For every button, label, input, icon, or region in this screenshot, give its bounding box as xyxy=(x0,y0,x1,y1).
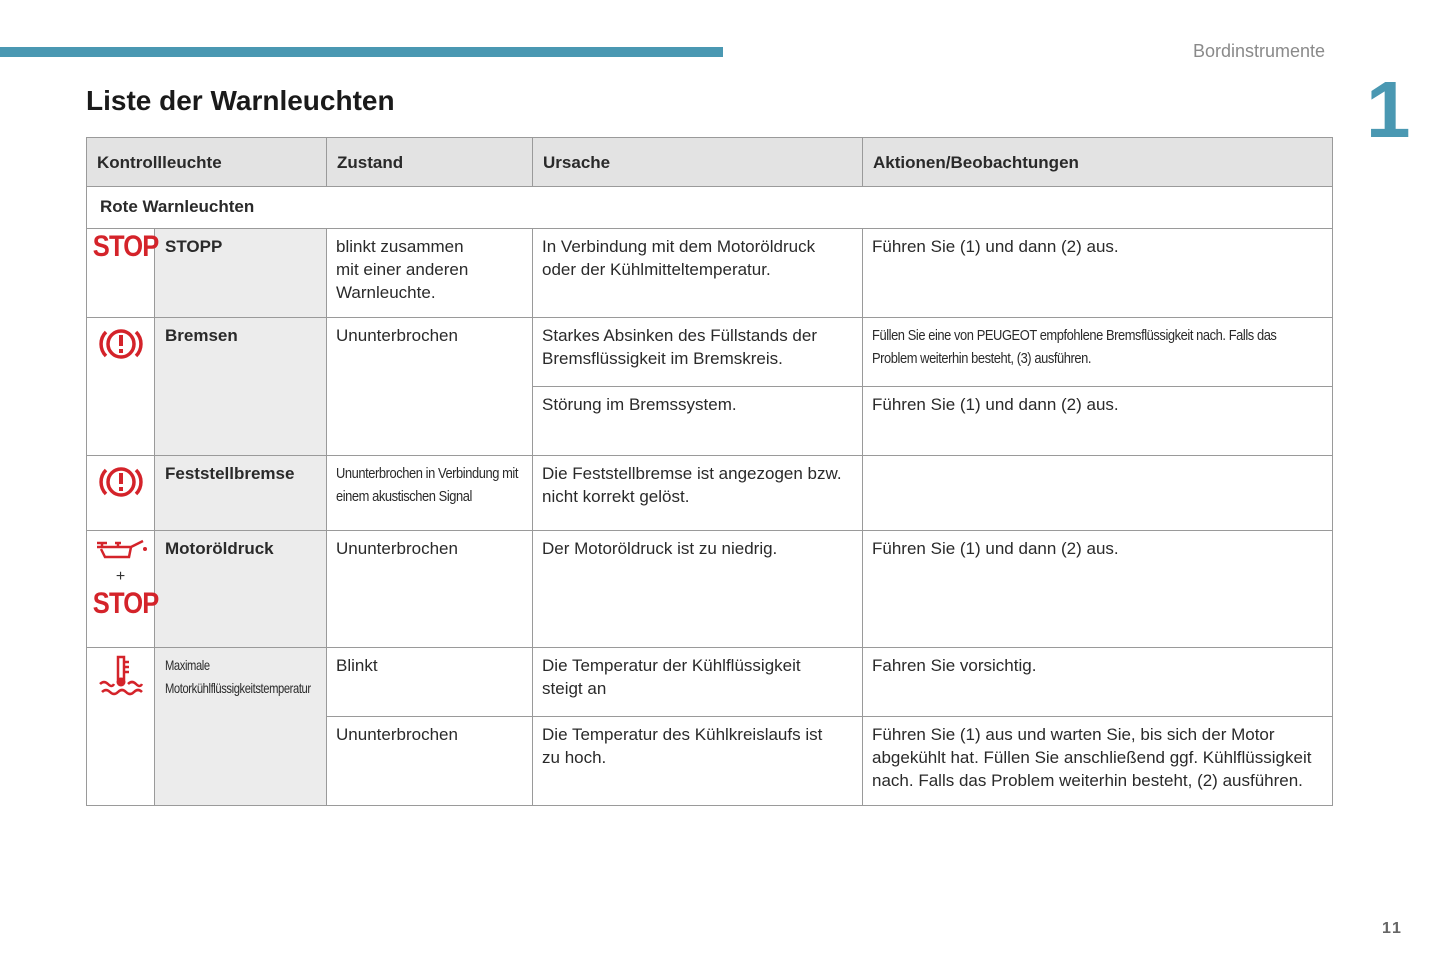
action-cell: Führen Sie (1) und dann (2) aus. xyxy=(863,229,1333,318)
indicator-name: Bremsen xyxy=(155,318,327,456)
action-cell: Fahren Sie vorsichtig. xyxy=(863,648,1333,717)
oil-pressure-icon xyxy=(93,537,149,561)
indicator-name: Motoröldruck xyxy=(155,531,327,648)
indicator-name: STOPP xyxy=(155,229,327,318)
action-cell: Führen Sie (1) aus und warten Sie, bis sich der Motor abgekühlt hat. Füllen Sie anschließend ggf. Kühlflüssigkeit nach. Falls das Problem weiterhin besteht, (2) ausführen. xyxy=(863,717,1333,806)
action-cell xyxy=(863,456,1333,531)
icon-cell xyxy=(87,648,155,806)
cause-cell xyxy=(533,456,863,531)
column-header-state: Zustand xyxy=(327,138,533,187)
state-text: blinkt zusammen mit einer anderen Warnleuchte. xyxy=(336,237,469,302)
action-text: Füllen Sie eine von PEUGEOT empfohlene Bremsflüssigkeit nach. Falls das Problem weiterhin besteht, (3) ausführen. xyxy=(872,327,1277,367)
parking-brake-icon xyxy=(96,462,146,502)
table-row xyxy=(87,456,1333,531)
group-title: Rote Warnleuchten xyxy=(87,187,1333,229)
icon-cell xyxy=(87,531,159,648)
action-cell: Führen Sie (1) und dann (2) aus. xyxy=(863,531,1333,648)
state-cell xyxy=(327,229,533,318)
column-header-action: Aktionen/Beobachtungen xyxy=(863,138,1333,187)
cause-text: Die Temperatur der Kühlflüssigkeit steigt an xyxy=(542,656,801,698)
table-row xyxy=(87,648,1333,717)
state-cell xyxy=(327,456,533,531)
page-title: Liste der Warnleuchten xyxy=(86,85,395,116)
indicator-name: Feststellbremse xyxy=(155,456,327,531)
cause-cell: Störung im Bremssystem. xyxy=(533,387,863,456)
cause-cell xyxy=(533,717,863,806)
table-header-row xyxy=(87,138,1333,187)
brake-warning-icon xyxy=(96,324,146,364)
header-accent-bar xyxy=(0,47,723,57)
icon-cell xyxy=(87,456,155,531)
table-row xyxy=(87,318,1333,387)
plus-sign: + xyxy=(115,568,126,585)
state-cell: Ununterbrochen xyxy=(327,717,533,806)
state-cell: Ununterbrochen xyxy=(327,318,533,456)
cause-cell xyxy=(533,229,863,318)
column-header-indicator: Kontrollleuchte xyxy=(87,138,327,187)
table-row xyxy=(87,531,1333,648)
cause-text: Starkes Absinken des Füllstands der Bremsflüssigkeit im Bremskreis. xyxy=(542,326,817,368)
action-cell: Führen Sie (1) und dann (2) aus. xyxy=(863,387,1333,456)
stop-icon: STOP xyxy=(92,230,159,263)
stop-icon: STOP xyxy=(92,587,159,620)
column-header-cause: Ursache xyxy=(533,138,863,187)
group-row xyxy=(87,187,1333,229)
icon-cell xyxy=(87,229,159,318)
cause-cell: Der Motoröldruck ist zu niedrig. xyxy=(533,531,863,648)
action-cell xyxy=(863,318,1333,387)
indicator-name-text: Maximale Motorkühlflüssigkeitstemperatur xyxy=(165,657,311,696)
state-text: Ununterbrochen in Verbindung mit einem akustischen Signal xyxy=(336,465,519,505)
state-cell: Blinkt xyxy=(327,648,533,717)
cause-text: Die Temperatur des Kühlkreislaufs ist zu hoch. xyxy=(542,725,823,767)
chapter-number: 1 xyxy=(1366,65,1411,154)
cause-cell xyxy=(533,318,863,387)
state-cell: Ununterbrochen xyxy=(327,531,533,648)
cause-text: Die Feststellbremse ist angezogen bzw. nicht korrekt gelöst. xyxy=(542,464,842,506)
indicator-name xyxy=(155,648,327,806)
table-row xyxy=(87,229,1333,318)
section-label: Bordinstrumente xyxy=(1193,41,1326,61)
warning-lights-table xyxy=(86,137,1333,806)
page-number: 11 xyxy=(1382,920,1403,937)
icon-cell xyxy=(87,318,155,456)
coolant-temperature-icon xyxy=(96,654,146,698)
cause-text: In Verbindung mit dem Motoröldruck oder der Kühlmitteltemperatur. xyxy=(542,237,816,279)
cause-cell xyxy=(533,648,863,717)
